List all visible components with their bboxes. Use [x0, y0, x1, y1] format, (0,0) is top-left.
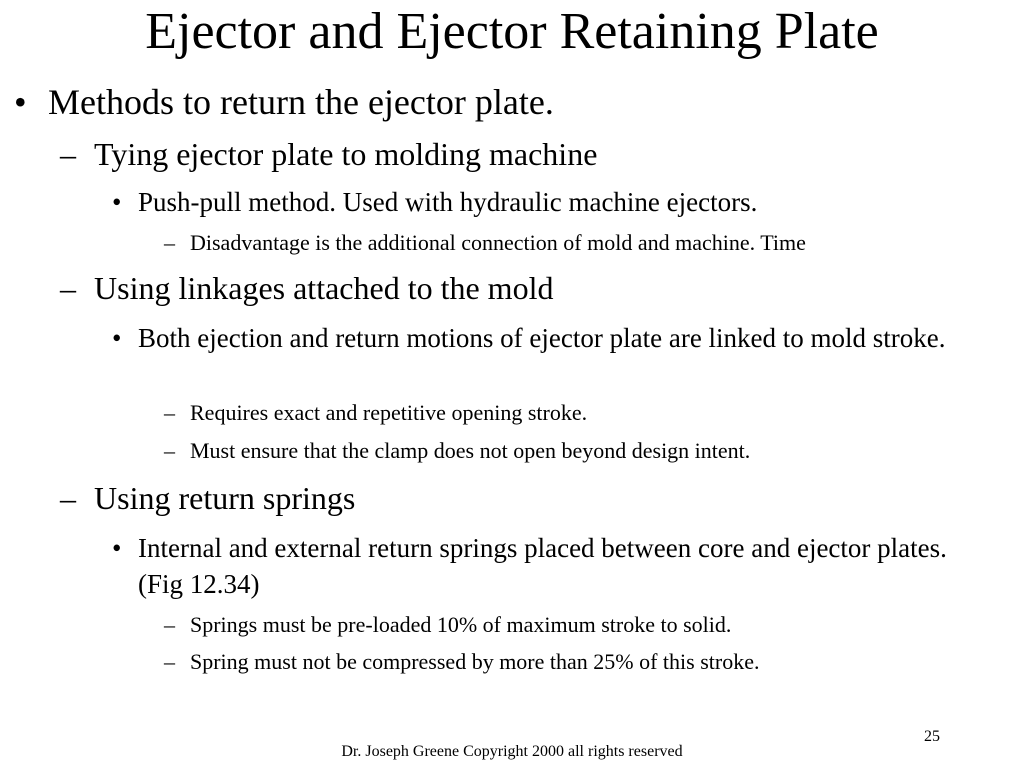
- slide-title: Ejector and Ejector Retaining Plate: [145, 3, 879, 60]
- bullet-text: Tying ejector plate to molding machine: [94, 136, 598, 172]
- dash-marker: –: [164, 400, 175, 425]
- dash-marker: –: [164, 612, 175, 637]
- footer-copyright: Dr. Joseph Greene Copyright 2000 all rights reserved: [341, 743, 683, 760]
- bullet-marker: •: [112, 187, 122, 217]
- dash-marker: –: [60, 480, 76, 516]
- bullet-text: Spring must not be compressed by more than 25% of this stroke.: [190, 649, 760, 674]
- bullet-marker: •: [112, 533, 122, 563]
- bullet-text: Push-pull method. Used with hydraulic machine ejectors.: [138, 187, 758, 217]
- bullet-text: Requires exact and repetitive opening stroke.: [190, 400, 588, 425]
- bullet-text: Both ejection and return motions of ejector plate are linked to mold stroke.: [138, 323, 946, 353]
- dash-marker: –: [60, 270, 76, 306]
- slide-number: 25: [924, 728, 940, 745]
- bullet-text: Methods to return the ejector plate.: [48, 82, 554, 122]
- bullet-text: Internal and external return springs placed between core and ejector plates. (Fig 12.34): [138, 533, 947, 599]
- bullet-text: Using return springs: [94, 480, 356, 516]
- dash-marker: –: [60, 136, 76, 172]
- dash-marker: –: [164, 649, 175, 674]
- dash-marker: –: [164, 438, 175, 463]
- bullet-text: Springs must be pre-loaded 10% of maximum stroke to solid.: [190, 612, 732, 637]
- bullet-marker: •: [14, 82, 27, 122]
- bullet-text: Must ensure that the clamp does not open beyond design intent.: [190, 438, 751, 463]
- dash-marker: –: [164, 230, 175, 255]
- bullet-text: Using linkages attached to the mold: [94, 270, 554, 306]
- bullet-text: Disadvantage is the additional connection of mold and machine. Time: [190, 230, 806, 255]
- bullet-marker: •: [112, 323, 122, 353]
